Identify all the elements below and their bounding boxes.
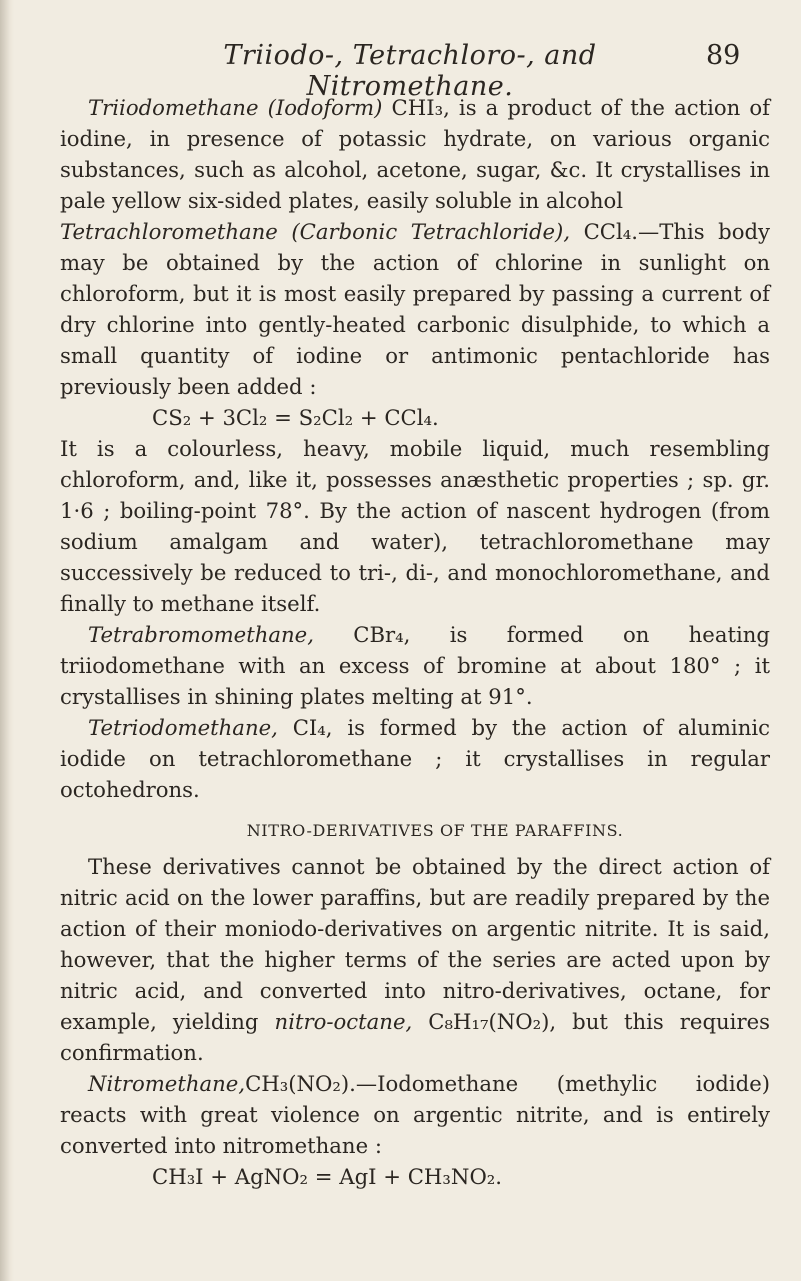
page-body	[60, 92, 770, 1192]
formula-cbr4: CBr₄,	[353, 622, 411, 647]
paragraph-nitromethane	[60, 1068, 770, 1161]
formula-ci4: CI₄,	[292, 715, 333, 740]
term-tetrachloromethane: Tetrachloromethane	[60, 219, 278, 244]
paragraph-tetriodomethane	[60, 712, 770, 805]
paragraph-nitro-intro	[60, 851, 770, 1068]
term-tetriodomethane: Tetriodomethane,	[88, 715, 278, 740]
text-nitro-intro-end: but this requires confirmation.	[60, 1009, 770, 1065]
equation-nitromethane: CH₃I + AgNO₂ = AgI + CH₃NO₂.	[152, 1164, 503, 1189]
term-triiodomethane: Triiodomethane	[88, 95, 259, 120]
term-nitro-octane: nitro-octane,	[274, 1009, 413, 1034]
formula-chi3: CHI₃,	[391, 95, 450, 120]
equation-carbon-disulphide: CS₂ + 3Cl₂ = S₂Cl₂ + CCl₄.	[152, 405, 439, 430]
text-tetrabromomethane: is formed on heating triiodomethane with an excess of bromine at about 180° ; it crystallises in shining plates melting at 91°.	[60, 622, 770, 709]
page-binding-shadow	[0, 0, 14, 1281]
term-nitromethane: Nitromethane,	[88, 1071, 246, 1096]
text-tetriodomethane: is formed by the action of aluminic iodide on tetrachloromethane ; it crystallises in regular octohedrons.	[60, 715, 770, 802]
synonym-carbonic-tetrachloride: (Carbonic Tetrachloride),	[291, 219, 571, 244]
running-title: Triiodo-, Tetrachloro-, and Nitromethane.	[223, 40, 597, 102]
paragraph-tetrachloromethane-properties: It is a colourless, heavy, mobile liquid, much resembling chloroform, and, like it, possesses anæsthetic properties ; sp. gr. 1·6 ; boiling-point 78°. By the action of nascent hydrogen (from sodium amalgam and water), tetrachloromethane may successively be reduced to tri-, di-, and monochloromethane, and finally to methane itself.	[60, 436, 770, 616]
text-nitromethane: —Iodomethane (methylic iodide) reacts with great violence on argentic nitrite, and is entirely converted into nitromethane :	[60, 1071, 770, 1158]
synonym-iodoform: (Iodoform)	[267, 95, 383, 120]
formula-nitro-octane: C₈H₁₇(NO₂),	[428, 1009, 557, 1034]
section-heading: NITRO-DERIVATIVES OF THE PARAFFINS.	[246, 821, 624, 840]
paragraph-triiodomethane	[60, 92, 770, 216]
term-tetrabromomethane: Tetrabromomethane,	[88, 622, 314, 647]
text-nitro-intro: These derivatives cannot be obtained by the direct action of nitric acid on the lower paraffins, but are readily prepared by the action of their moniodo-derivatives on argentic nitrite. It is said, however, that the higher terms of the series are acted upon by nitric acid, and converted into nitro-derivatives, octane, for example, yielding	[60, 854, 770, 1034]
text-triiodomethane: is a product of the action of iodine, in presence of potassic hydrate, on various organic substances, such as alcohol, acetone, sugar, &c. It crystallises in pale yellow six-sided plates, easily soluble in alcohol	[60, 95, 770, 213]
page-header	[0, 40, 801, 102]
paragraph-tetrabromomethane	[60, 619, 770, 712]
page-number: 89	[706, 40, 741, 71]
formula-nitromethane: CH₃(NO₂).	[245, 1071, 356, 1096]
paragraph-tetrachloromethane	[60, 216, 770, 402]
formula-ccl4: CCl₄.	[583, 219, 639, 244]
text-tetrachloromethane: —This body may be obtained by the action of chlorine in sunlight on chloroform, but it is most easily prepared by passing a current of dry chlorine into gently-heated carbonic disulphide, to which a small quantity of iodine or antimonic pentachloride has previously been added :	[60, 219, 770, 399]
